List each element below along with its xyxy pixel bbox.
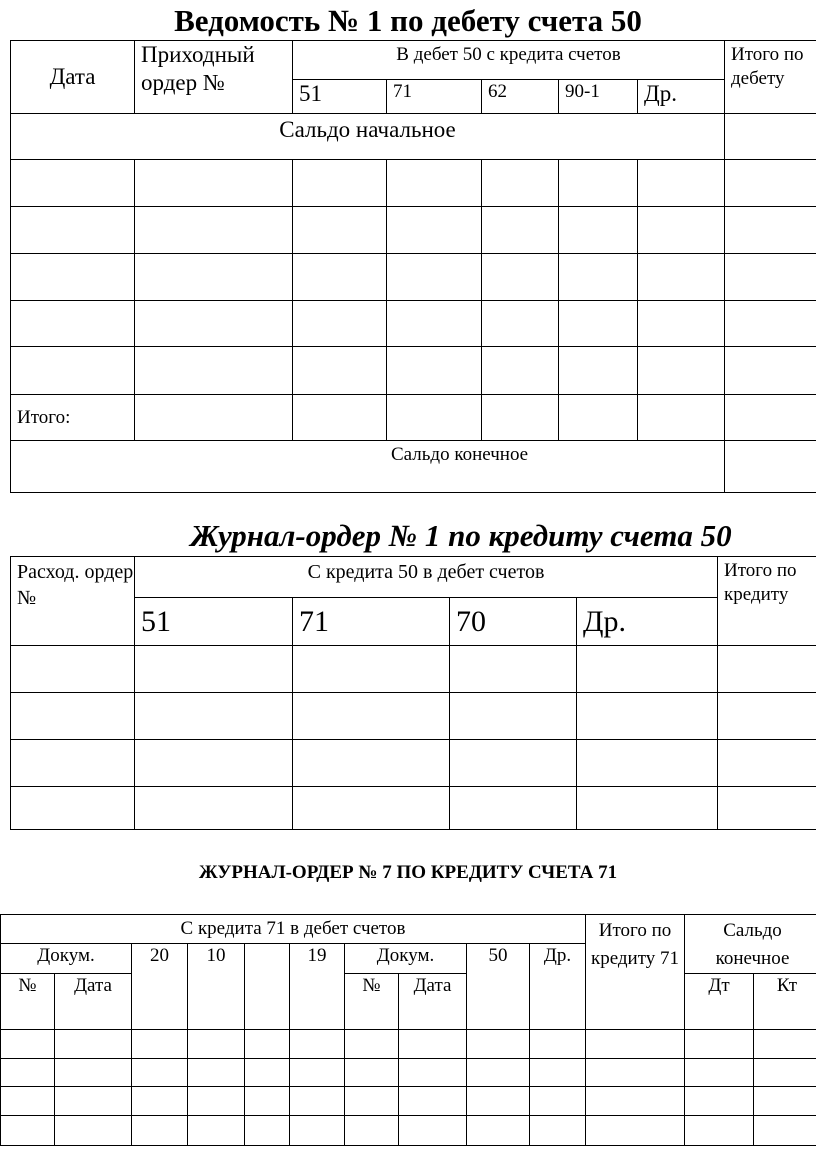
- opening-balance-row: Сальдо начальное: [11, 114, 725, 160]
- doc-date-header-left: Дата: [55, 974, 132, 1030]
- account-other-header: Др.: [530, 944, 586, 1030]
- table-row: [1, 1059, 816, 1087]
- account-62-header: 62: [482, 80, 559, 114]
- doc-date-header-right: Дата: [399, 974, 467, 1030]
- doc-number-header-left: №: [1, 974, 55, 1030]
- table-row: [11, 254, 816, 301]
- table-row: [1, 1030, 816, 1059]
- journal-order-1-table: [10, 556, 816, 830]
- journal-order-7-title: ЖУРНАЛ-ОРДЕР № 7 ПО КРЕДИТУ СЧЕТА 71: [198, 862, 618, 883]
- table-row: [11, 301, 816, 347]
- closing-balance-header: Сальдо конечное: [685, 915, 816, 974]
- account-71-header: 71: [387, 80, 482, 114]
- account-other-header: Др.: [638, 80, 725, 114]
- blank-account-header: [245, 944, 290, 1030]
- credit-71-group-header: С кредита 71 в дебет счетов: [1, 915, 586, 944]
- docs-header-right: Докум.: [345, 944, 467, 974]
- credit-50-group-header: С кредита 50 в дебет счетов: [135, 557, 718, 598]
- table-row: [1, 1087, 816, 1116]
- journal-order-1-title: Журнал-ордер № 1 по кредиту счета 50: [190, 518, 732, 553]
- receipt-order-header: Приходный ордер №: [135, 41, 293, 114]
- debit-header: Дт: [685, 974, 754, 1030]
- table-row: [11, 740, 816, 787]
- debit-total-header: Итого по дебету: [725, 41, 816, 114]
- closing-balance-row: Сальдо конечное: [11, 441, 725, 493]
- opening-balance-total: [725, 114, 816, 160]
- account-71-header: 71: [293, 598, 450, 646]
- credit-71-total-header: Итого по кредиту 71: [586, 915, 685, 1030]
- totals-row-label: Итого:: [11, 395, 135, 441]
- closing-balance-total: [725, 441, 816, 493]
- table-row: [1, 1116, 816, 1146]
- account-20-header: 20: [132, 944, 188, 1030]
- journal-order-7-table: [0, 914, 816, 1146]
- account-10-header: 10: [188, 944, 245, 1030]
- table-row: [11, 347, 816, 395]
- account-50-header: 50: [467, 944, 530, 1030]
- statement-1-table: [10, 40, 816, 493]
- docs-header-left: Докум.: [1, 944, 132, 974]
- doc-number-header-right: №: [345, 974, 399, 1030]
- statement-1-title: Ведомость № 1 по дебету счета 50: [174, 3, 642, 38]
- debit-50-group-header: В дебет 50 с кредита счетов: [293, 41, 725, 80]
- account-51-header: 51: [135, 598, 293, 646]
- credit-header: Кт: [754, 974, 816, 1030]
- account-90-1-header: 90-1: [559, 80, 638, 114]
- table-row: [11, 207, 816, 254]
- table-row: [11, 646, 816, 693]
- expense-order-header: Расход. ордер №: [11, 557, 135, 646]
- table-row: [11, 160, 816, 207]
- table-row: [11, 787, 816, 830]
- table-row: [11, 693, 816, 740]
- account-70-header: 70: [450, 598, 577, 646]
- date-header: Дата: [11, 41, 135, 114]
- credit-total-header: Итого по кредиту: [718, 557, 816, 646]
- account-51-header: 51: [293, 80, 387, 114]
- account-other-header: Др.: [577, 598, 718, 646]
- account-19-header: 19: [290, 944, 345, 1030]
